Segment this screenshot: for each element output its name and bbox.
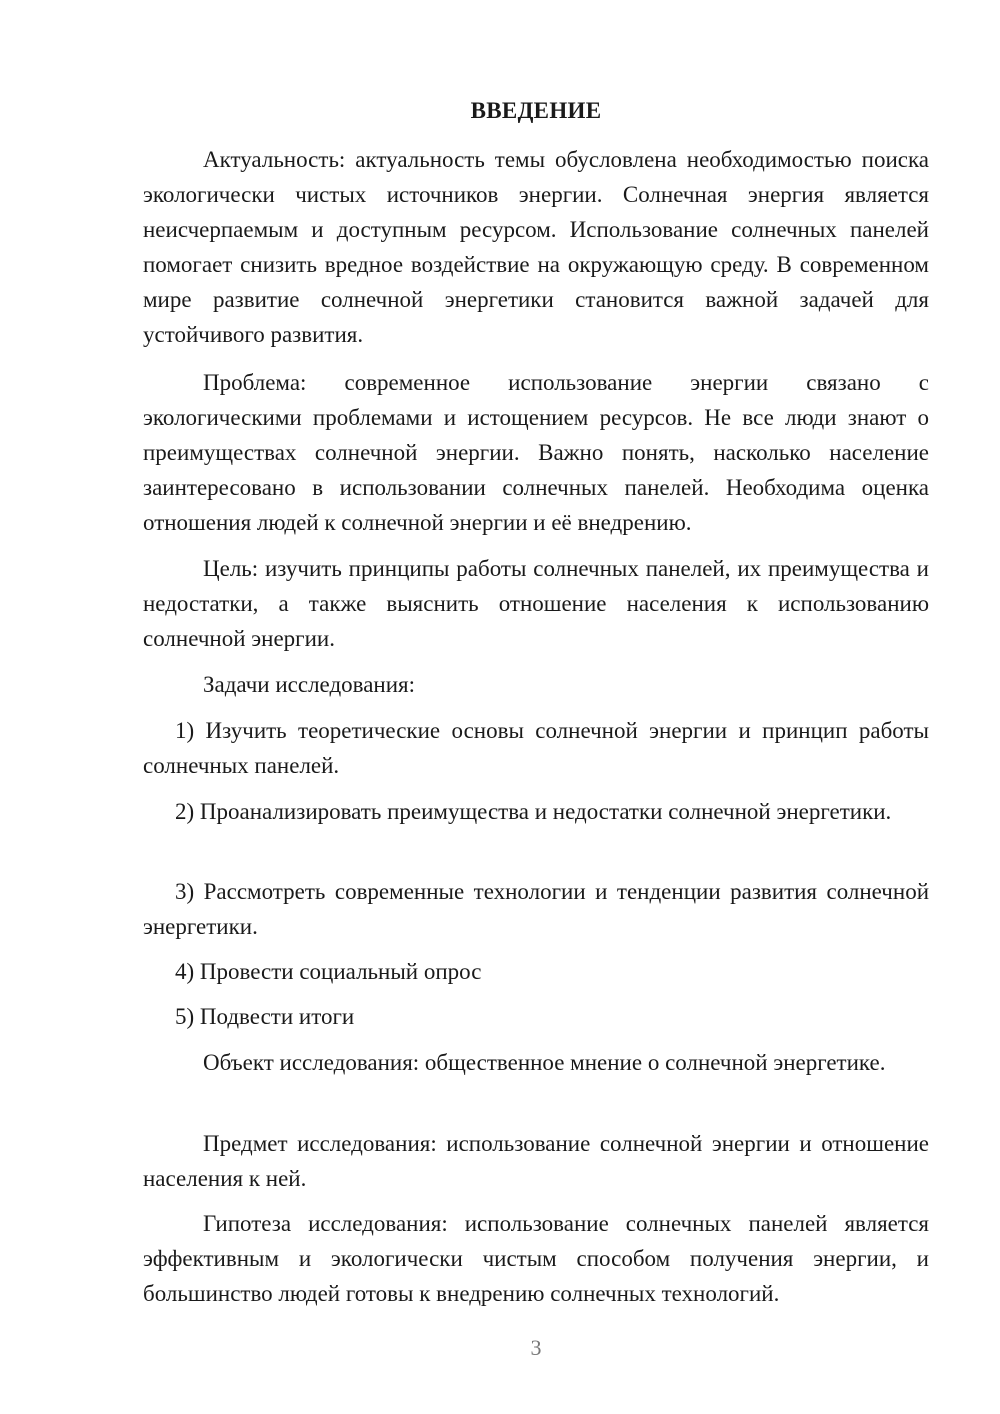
paragraph-relevance: Актуальность: актуальность темы обусловлена необходимостью поиска экологически чистых источников энергии. Солнечная энергия является неисчерпаемым и доступным ресурсом. Использование солнечных панелей помогает снизить вредное воздействие на окружающую среду. В современном мире развитие солнечной энергетики становится важной задачей для устойчивого развития.: [143, 147, 929, 347]
paragraph-problem: Проблема: современное использование энергии связано с экологическими проблемами и истощением ресурсов. Не все люди знают о преимуществах солнечной энергии. Важно понять, насколько население заинтересовано в использовании солнечных панелей. Необходима оценка отношения людей к солнечной энергии и её внедрению.: [143, 370, 929, 535]
list-item-task-3: 3) Рассмотреть современные технологии и тенденции развития солнечной энергетики.: [143, 879, 929, 939]
paragraph-subject: Предмет исследования: использование солнечной энергии и отношение населения к ней.: [143, 1131, 929, 1191]
list-item-task-1: 1) Изучить теоретические основы солнечной энергии и принцип работы солнечных панелей.: [143, 718, 929, 778]
list-item-task-5: 5) Подвести итоги: [175, 1004, 355, 1029]
paragraph-goal: Цель: изучить принципы работы солнечных панелей, их преимущества и недостатки, а также выяснить отношение населения к использованию солнечной энергии.: [143, 556, 929, 651]
paragraph-hypothesis: Гипотеза исследования: использование солнечных панелей является эффективным и экологически чистым способом получения энергии, и большинство людей готовы к внедрению солнечных технологий.: [143, 1211, 929, 1306]
list-item-task-2: 2) Проанализировать преимущества и недостатки солнечной энергетики.: [175, 799, 892, 824]
paragraph-object: Объект исследования: общественное мнение о солнечной энергетике.: [203, 1050, 886, 1075]
page-number: 3: [530, 1335, 542, 1360]
list-item-task-4: 4) Провести социальный опрос: [175, 959, 482, 984]
tasks-heading: Задачи исследования:: [203, 672, 416, 697]
page-title: ВВЕДЕНИЕ: [470, 98, 602, 123]
